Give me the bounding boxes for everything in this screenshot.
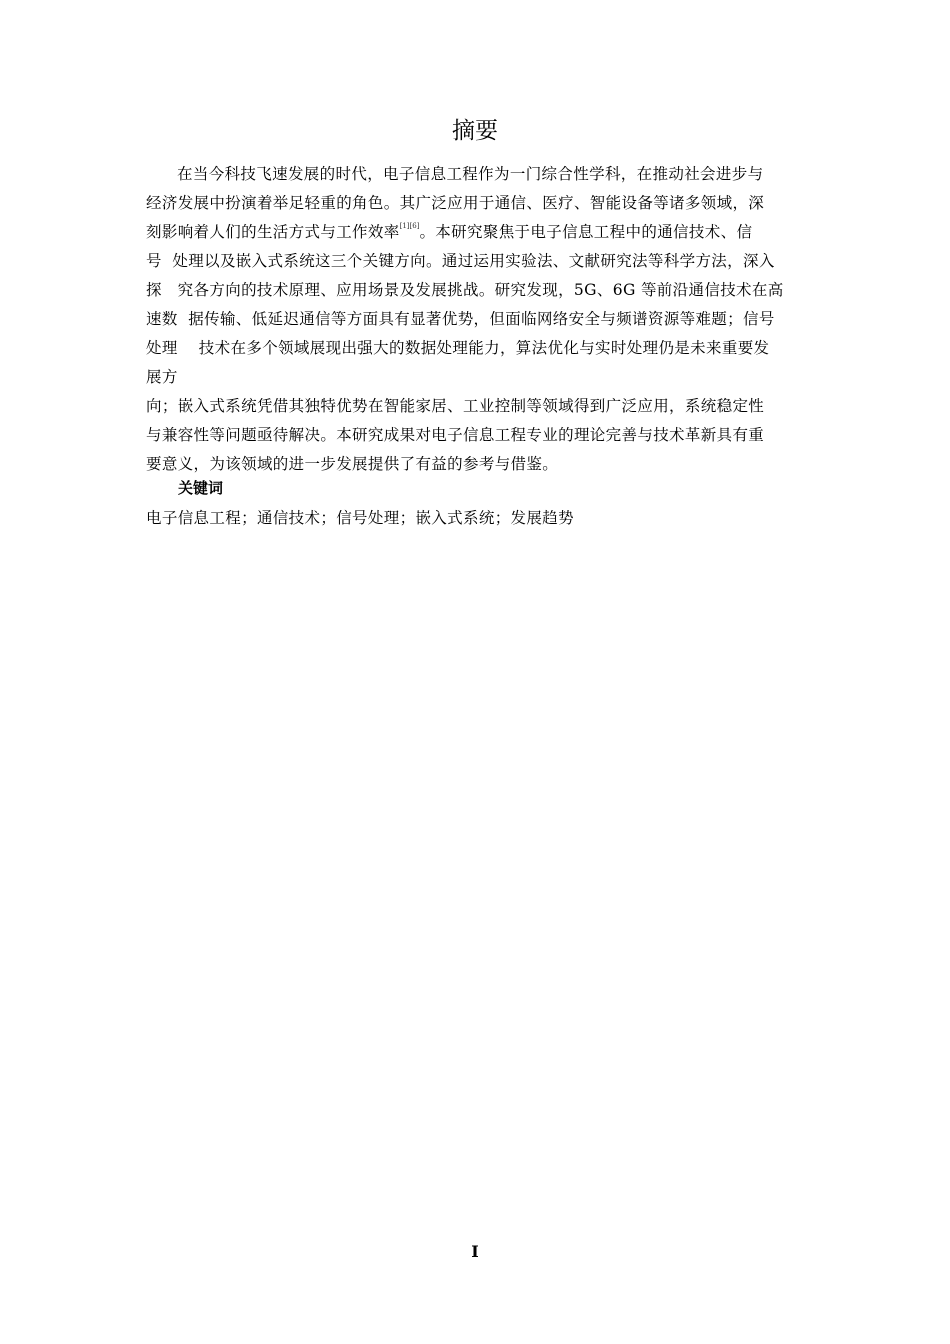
abstract-line: 向；嵌入式系统凭借其独特优势在智能家居、工业控制等领域得到广泛应用，系统稳定性	[146, 397, 765, 415]
abstract-text: 刻影响着人们的生活方式与工作效率	[146, 223, 400, 241]
abstract-line: 要意义，为该领域的进一步发展提供了有益的参考与借鉴。	[146, 455, 559, 473]
abstract-line: 号 处理以及嵌入式系统这三个关键方向。通过运用实验法、文献研究法等科学方法，深入	[146, 252, 775, 270]
keywords-heading: 关键词	[178, 479, 224, 497]
abstract-line: 在当今科技飞速发展的时代，电子信息工程作为一门综合性学科，在推动社会进步与	[177, 165, 764, 183]
page-number: I	[471, 1242, 479, 1261]
abstract-line: 与兼容性等问题亟待解决。本研究成果对电子信息工程专业的理论完善与技术革新具有重	[146, 426, 765, 444]
abstract-body	[146, 160, 810, 479]
abstract-text: 。本研究聚焦于电子信息工程中的通信技术、信	[419, 223, 753, 241]
page-title: 摘要	[452, 118, 498, 144]
abstract-line: 展方	[146, 368, 178, 386]
citation-marker: [1][6]	[399, 222, 420, 230]
abstract-line: 处理 技术在多个领域展现出强大的数据处理能力，算法优化与实时处理仍是未来重要发	[146, 339, 770, 357]
abstract-line-with-citation	[146, 218, 810, 247]
abstract-line: 经济发展中扮演着举足轻重的角色。其广泛应用于通信、医疗、智能设备等诸多领域，深	[146, 194, 765, 212]
abstract-line: 速数 据传输、低延迟通信等方面具有显著优势，但面临网络安全与频谱资源等难题；信号	[146, 310, 775, 328]
keywords-list: 电子信息工程；通信技术；信号处理；嵌入式系统；发展趋势	[146, 509, 574, 527]
abstract-line: 探 究各方向的技术原理、应用场景及发展挑战。研究发现，5G、6G 等前沿通信技术在高	[146, 281, 784, 299]
